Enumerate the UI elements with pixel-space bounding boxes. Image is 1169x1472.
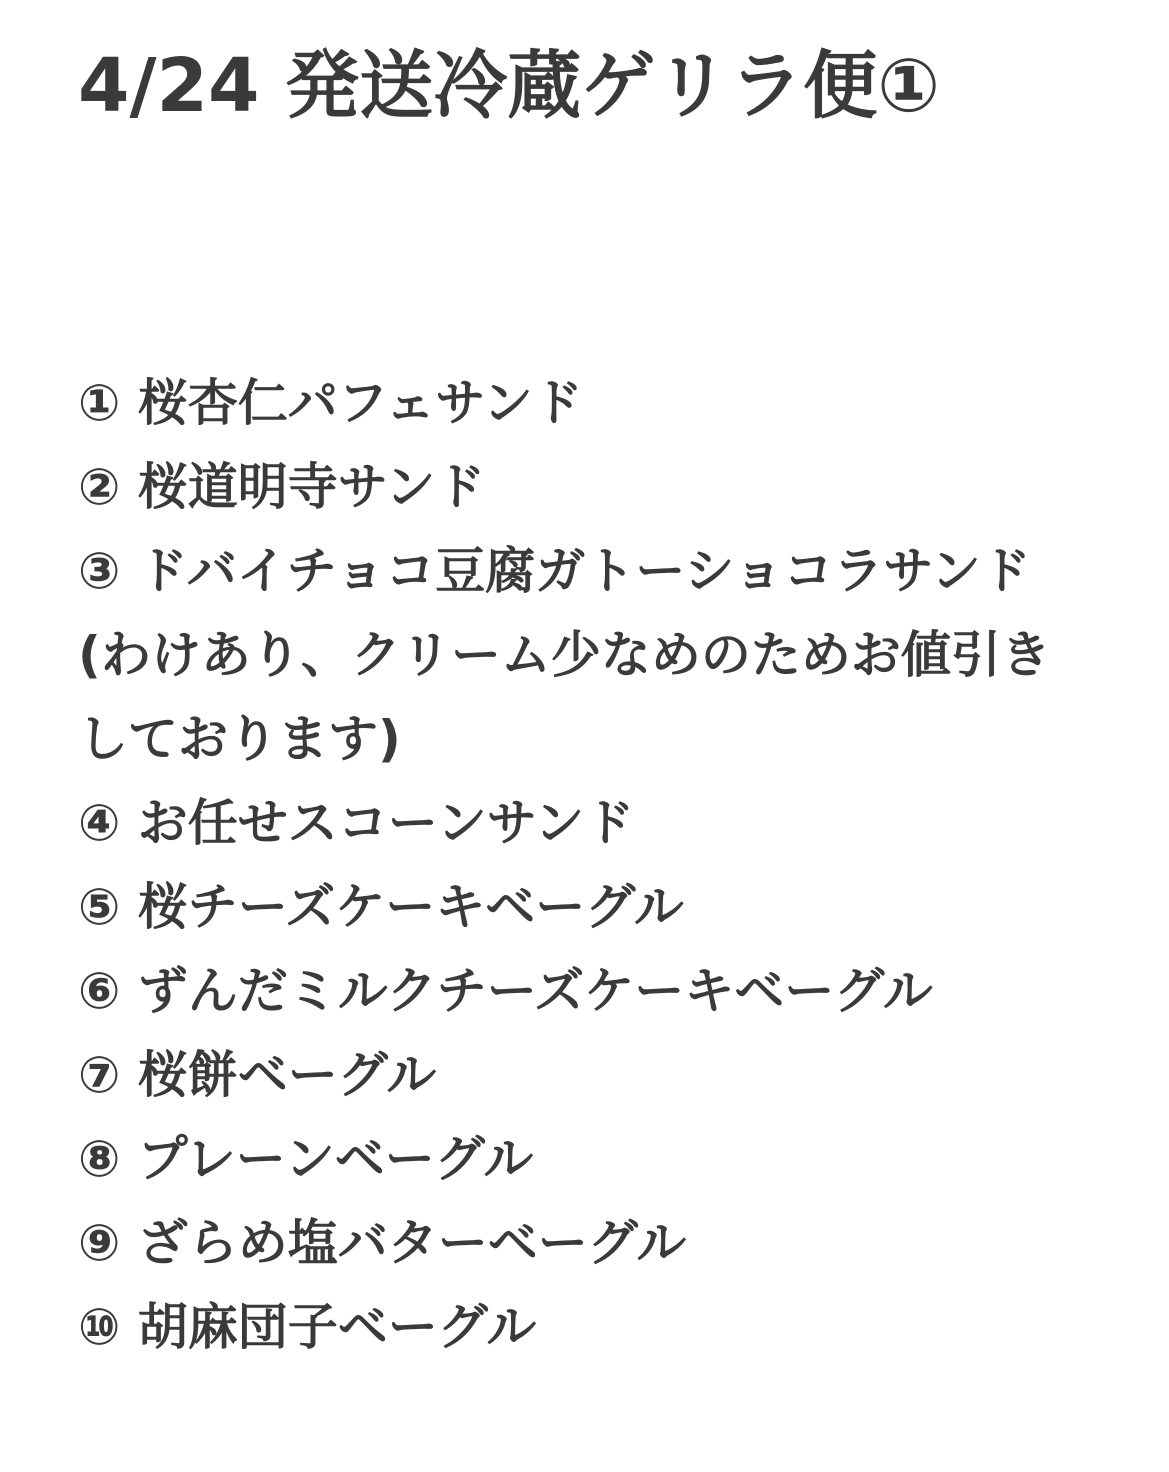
document [78,0,1078,1356]
list-item: ③ ドバイチョコ豆腐ガトーショコラサンド (わけあり、クリーム少なめのためお値引きしております) [78,542,1051,768]
list-item: ④ お任せスコーンサンド [78,794,635,852]
list-item: ⑦ 桜餅ベーグル [78,1046,437,1104]
list-item: ⑩ 胡麻団子ベーグル [78,1298,537,1356]
product-list [78,361,1078,1369]
list-item: ⑤ 桜チーズケーキベーグル [78,878,684,936]
list-item: ⑧ プレーンベーグル [78,1130,534,1188]
list-item: ① 桜杏仁パフェサンド [78,374,583,432]
list-item: ⑨ ざらめ塩バターベーグル [78,1214,687,1272]
page-title: 4/24 発送冷蔵ゲリラ便① [78,43,940,129]
list-item: ⑥ ずんだミルクチーズケーキベーグル [78,962,933,1020]
list-item: ② 桜道明寺サンド [78,458,486,516]
